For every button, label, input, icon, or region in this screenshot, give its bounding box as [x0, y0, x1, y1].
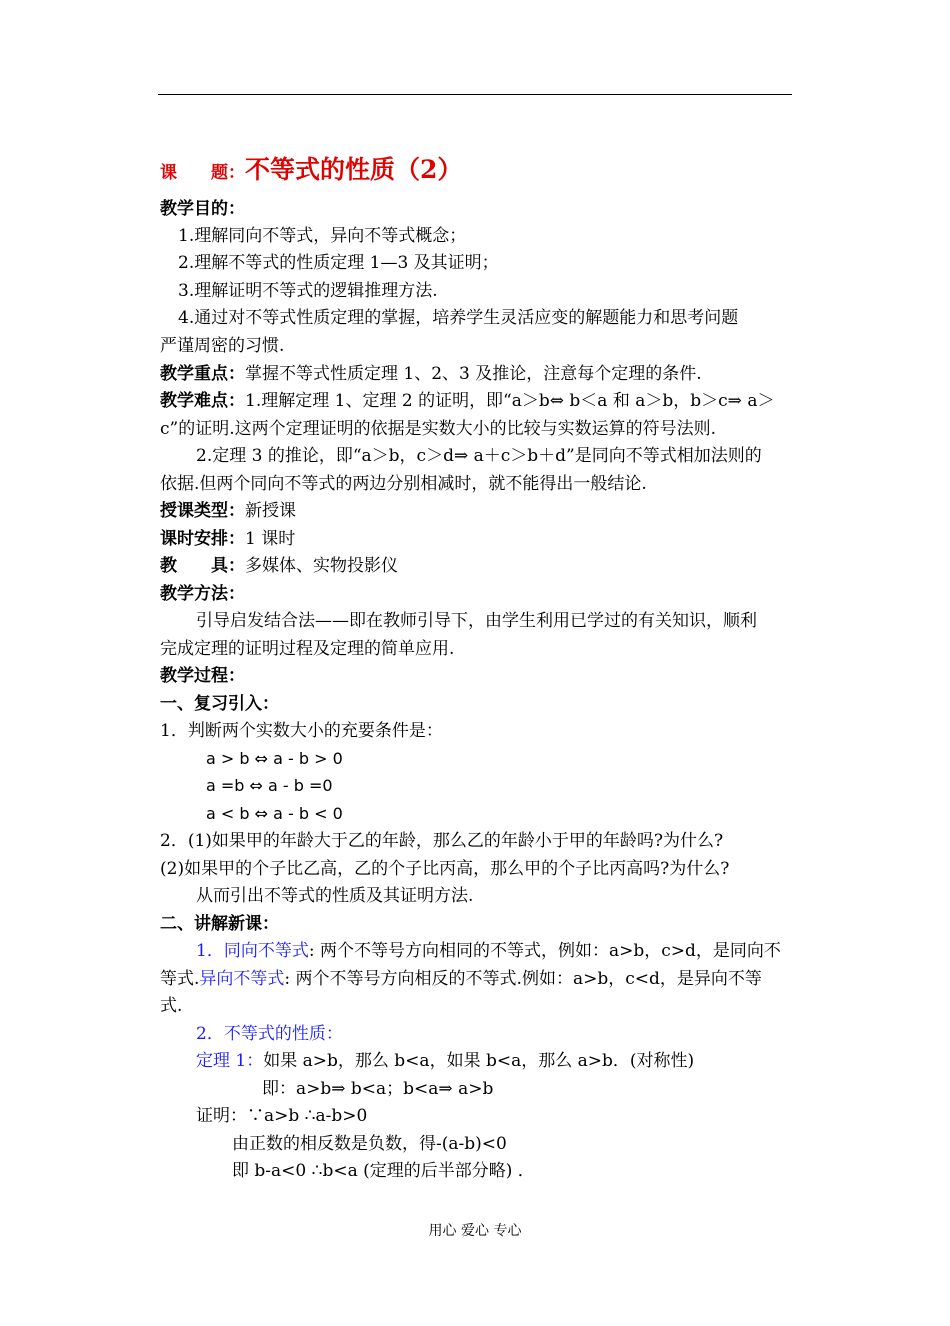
key-points-text: 掌握不等式性质定理 1、2、3 及推论，注意每个定理的条件.: [245, 364, 702, 384]
lesson-title: [160, 150, 462, 186]
difficulties-line-1: [160, 390, 774, 412]
tools-text: 多媒体、实物投影仪: [245, 556, 398, 576]
opposite-direction-def: : 两个不等号方向相反的不等式.例如：a>b，c<d，是异向不等: [284, 969, 762, 989]
formula-less: a < b ⇔ a - b < 0: [206, 804, 343, 823]
same-direction-end: 等式.: [160, 969, 200, 989]
proof-line-2: 由正数的相反数是负数，得-(a-b)<0: [232, 1134, 507, 1154]
methods-line-1: 引导启发结合法——即在教师引导下，由学生利用已学过的有关知识，顺利: [196, 611, 757, 631]
review-question-2b: (2)如果甲的个子比乙高，乙的个子比丙高，那么甲的个子比丙高吗?为什么?: [160, 859, 730, 879]
tools-heading: 教 具：: [160, 556, 245, 576]
opposite-direction-end: 式.: [160, 996, 183, 1016]
same-direction-def: : 两个不等号方向相同的不等式，例如：a>b，c>d，是同向不: [308, 941, 781, 961]
course-type-heading: 授课类型：: [160, 501, 245, 521]
theorem-1-symbolic: 即：a>b⇒ b<a；b<a⇒ a>b: [262, 1079, 494, 1099]
objective-item-3: 3.理解证明不等式的逻辑推理方法.: [178, 281, 438, 301]
title-label: 课 题：: [160, 163, 245, 183]
schedule-text: 1 课时: [245, 529, 296, 549]
opposite-direction-line: [160, 968, 762, 990]
difficulties-line-2: c”的证明.这两个定理证明的依据是实数大小的比较与实数运算的符号法则.: [160, 419, 717, 439]
methods-line-2: 完成定理的证明过程及定理的简单应用.: [160, 639, 455, 659]
difficulties-line-4: 依据.但两个同向不等式的两边分别相减时，就不能得出一般结论.: [160, 474, 647, 494]
theorem-1: [196, 1050, 694, 1072]
formula-equal: a =b ⇔ a - b =0: [206, 776, 333, 795]
objective-item-1: 1.理解同向不等式，异向不等式概念；: [178, 226, 467, 246]
review-question-2c: 从而引出不等式的性质及其证明方法.: [196, 886, 474, 906]
methods-heading: 教学方法：: [160, 584, 245, 604]
new-lesson-heading: 二、讲解新课：: [160, 914, 279, 934]
theorem-1-label: 定理 1：: [196, 1051, 264, 1071]
objective-item-4-cont: 严谨周密的习惯.: [160, 336, 285, 356]
same-direction-line: [196, 940, 781, 962]
proof-line-3: 即 b-a<0 ∴b<a (定理的后半部分略) ．: [232, 1161, 535, 1181]
review-heading: 一、复习引入：: [160, 694, 279, 714]
proof-line-1: 证明：∵a>b ∴a-b>0: [196, 1106, 368, 1126]
process-heading: 教学过程：: [160, 666, 245, 686]
review-question-2a: 2．(1)如果甲的年龄大于乙的年龄，那么乙的年龄小于甲的年龄吗?为什么?: [160, 831, 724, 851]
key-points: [160, 363, 702, 385]
review-question-1: 1．判断两个实数大小的充要条件是：: [160, 721, 443, 741]
same-direction-term: 1．同向不等式: [196, 941, 309, 961]
tools: [160, 555, 398, 577]
difficulties-heading: 教学难点：: [160, 391, 245, 411]
title-text: 不等式的性质（2）: [245, 155, 463, 184]
difficulties-line-3: 2.定理 3 的推论，即“a＞b，c＞d⇒ a＋c＞b＋d”是同向不等式相加法则的: [196, 446, 762, 466]
page-footer: 用心 爱心 专心: [428, 1223, 522, 1239]
opposite-direction-term: 异向不等式: [199, 969, 285, 989]
course-type-text: 新授课: [245, 501, 296, 521]
formula-greater: a > b ⇔ a - b > 0: [206, 749, 343, 768]
properties-heading: 2．不等式的性质：: [196, 1024, 343, 1044]
course-type: [160, 500, 296, 522]
theorem-1-text: 如果 a>b，那么 b<a，如果 b<a，那么 a>b．(对称性): [263, 1051, 695, 1071]
header-rule: [158, 94, 792, 95]
difficulties-text-1: 1.理解定理 1、定理 2 的证明，即“a＞b⇔ b＜a 和 a＞b，b＞c⇒ a＞: [245, 391, 775, 411]
objective-item-2: 2.理解不等式的性质定理 1—3 及其证明；: [178, 253, 499, 273]
schedule-heading: 课时安排：: [160, 529, 245, 549]
key-points-heading: 教学重点：: [160, 364, 245, 384]
objective-item-4: 4.通过对不等式性质定理的掌握，培养学生灵活应变的解题能力和思考问题: [178, 308, 739, 328]
schedule: [160, 528, 295, 550]
objectives-heading: 教学目的：: [160, 199, 245, 219]
